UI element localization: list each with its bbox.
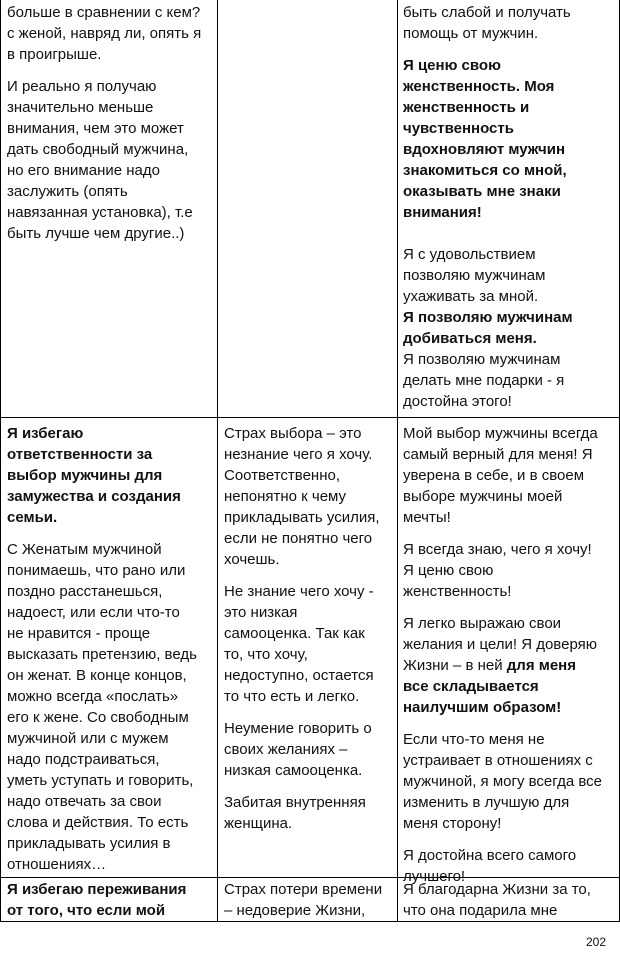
paragraph: быть слабой и получать помощь от мужчин. [403, 4, 571, 42]
table-border-bottom [0, 921, 620, 922]
row3-col1-cell [7, 879, 213, 921]
table-divider-col2 [397, 0, 398, 922]
paragraph: Страх потери времени – недоверие Жизни, [224, 881, 383, 919]
paragraph-mixed [403, 613, 617, 718]
paragraph: Я всегда знаю, чего я хочу! Я ценю свою женственность! [403, 541, 592, 600]
row-divider-1 [0, 417, 620, 418]
paragraph: Страх выбора – это незнание чего я хочу. Соответственно, непонятно к чему прикладывать усилия, если не понятно чего хочешь. [224, 425, 380, 568]
row2-col1-cell [7, 423, 213, 886]
bold-affirmation: Я ценю свою женственность. Моя женственность и чувственность вдохновляют мужчин знакомиться со мной, оказывать мне знаки внимания! [403, 57, 567, 221]
table-divider-col1 [217, 0, 218, 922]
paragraph: Мой выбор мужчины всегда самый верный для меня! Я уверена в себе, и в своем выборе мужчины моей мечты! [403, 425, 598, 526]
paragraph: И реально я получаю значительно меньше внимания, чем это может дать свободный мужчина, но его внимание надо заслужить (опять навязанная установка), т.е быть лучше чем другие..) [7, 78, 193, 242]
paragraph: больше в сравнении с кем? с женой, навряд ли, опять я в проигрыше. [7, 4, 202, 63]
row2-col3-cell [403, 423, 617, 898]
paragraph: Я благодарна Жизни за то, что она подарила мне [403, 881, 591, 919]
bold-heading: Я избегаю ответственности за выбор мужчины для замужества и создания семьи. [7, 425, 181, 526]
row1-col1-cell [7, 2, 213, 255]
paragraph: Забитая внутренняя женщина. [224, 794, 366, 832]
row3-col2-cell [224, 879, 394, 921]
row2-col2-cell [224, 423, 394, 845]
paragraph: С Женатым мужчиной понимаешь, что рано или поздно расстанешься, надоест, или если что-то не нравится - проще высказать претензию, ведь он женат. В конце концов, можно всегда «послать» его к жене. Со свободным мужчиной или с мужем надо подстраиваться, уметь уступать и говорить, надо отвечать за свои слова и действия. То есть прикладывать усилия в отношениях… [7, 541, 197, 873]
row3-col3-cell [403, 879, 615, 921]
table-border-left [0, 0, 1, 922]
bold-affirmation: Я позволяю мужчинам добиваться меня. [403, 309, 573, 347]
paragraph: Не знание чего хочу - это низкая самооценка. Так как то, что хочу, недоступно, остается то что есть и легко. [224, 583, 374, 705]
row1-col3-cell [403, 2, 615, 412]
paragraph-text: Я легко выражаю свои желания и цели! Я доверяю Жизни – в ней [403, 615, 597, 674]
paragraph: Я с удовольствием позволяю мужчинам ухаживать за мной. [403, 246, 546, 305]
page-number: 202 [585, 935, 606, 949]
bold-heading: Я избегаю переживания от того, что если мой [7, 881, 187, 919]
paragraph: Я позволяю мужчинам делать мне подарки - я достойна этого! [403, 351, 565, 410]
bold-phrase: для меня все складывается наилучшим образом! [403, 657, 576, 716]
paragraph: Неумение говорить о своих желаниях – низкая самооценка. [224, 720, 372, 779]
paragraph: Если что-то меня не устраивает в отношениях с мужчиной, я могу всегда все изменить в лучшую для меня сторону! [403, 731, 602, 832]
paragraph: Я достойна всего самого лучшего! [403, 847, 577, 885]
